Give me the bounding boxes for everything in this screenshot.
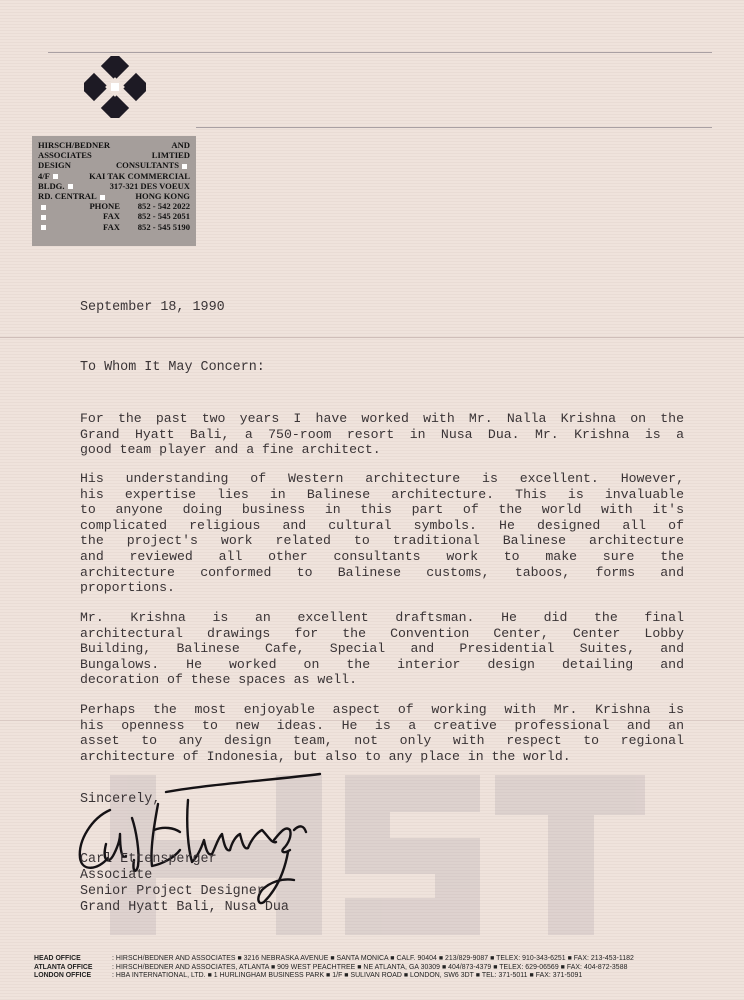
contact-value: 852 - 542 2022 — [137, 201, 190, 212]
paragraph-line: His understanding of Western architecture is excellent. However, — [80, 471, 684, 486]
signer-title: Associate — [80, 868, 153, 883]
card-contact-line — [38, 222, 190, 232]
address-card — [32, 136, 196, 246]
office-footer — [34, 955, 716, 981]
card-line — [38, 171, 190, 181]
card-contact-line — [38, 211, 190, 221]
card-text: KAI TAK COMMERCIAL — [89, 170, 190, 181]
card-text: RD. CENTRAL — [38, 191, 97, 202]
company-logo-icon — [84, 56, 146, 118]
closing: Sincerely, — [80, 792, 161, 807]
card-text: HIRSCH/BEDNER — [38, 140, 111, 150]
paragraph-1 — [80, 411, 684, 458]
paragraph-line: decoration of these spaces as well. — [80, 672, 357, 688]
paragraph-line: architecture conformed to Balinese customs, taboos, forms and — [80, 564, 684, 580]
contact-label: PHONE — [89, 201, 120, 212]
paragraph-line: asset to any design team, not only with respect to regional — [80, 733, 684, 749]
bullet-square-icon — [53, 174, 58, 179]
card-text: 317-321 DES VOEUX — [109, 180, 190, 191]
header-rule — [196, 127, 712, 128]
bullet-square-icon — [41, 205, 46, 210]
office-address: : HIRSCH/BEDNER AND ASSOCIATES ■ 3216 NEBRASKA AVENUE ■ SANTA MONICA ■ CALF. 90404 ■ 213/829-9087 ■ TELEX: 910-343-6251 ■ FAX: 213-453-1182 — [112, 955, 634, 962]
letter-date: September 18, 1990 — [80, 300, 225, 315]
bullet-square-icon — [182, 164, 187, 169]
card-line — [38, 160, 190, 170]
paragraph-line: Perhaps the most enjoyable aspect of working with Mr. Krishna is — [80, 702, 684, 717]
paragraph-2 — [80, 471, 684, 596]
signer-position: Senior Project Designer — [80, 884, 265, 899]
signer-name: Carl Ettensperger — [80, 852, 217, 867]
paragraph-4 — [80, 702, 684, 764]
office-address: : HBA INTERNATIONAL, LTD. ■ 1 HURLINGHAM BUSINESS PARK ■ 1/F ■ SULIVAN ROAD ■ LONDON, SW6 3DT ■ TEL: 371-5011 ■ FAX: 371-5091 — [112, 972, 583, 980]
card-text: CONSULTANTS — [115, 160, 179, 171]
contact-value: 852 - 545 2051 — [137, 211, 190, 222]
bullet-square-icon — [41, 215, 46, 220]
paragraph-line: Grand Hyatt Bali, a 750-room resort in Nusa Dua. Mr. Krishna is a — [80, 426, 684, 442]
footer-row — [34, 972, 716, 981]
bullet-square-icon — [100, 195, 105, 200]
card-text: LIMTIED — [151, 150, 190, 161]
paragraph-line: and reviewed all other consultants work to make sure the — [80, 548, 684, 564]
paragraph-3 — [80, 610, 684, 688]
salutation: To Whom It May Concern: — [80, 360, 265, 375]
contact-value: 852 - 545 5190 — [137, 221, 190, 232]
paragraph-line: good team player and a fine architect. — [80, 442, 381, 458]
office-label: LONDON OFFICE — [34, 972, 92, 980]
paragraph-line: his expertise lies in Balinese architecture. This is invaluable — [80, 486, 684, 502]
paragraph-line: architectural drawings for the Convention Center, Center Lobby — [80, 625, 684, 641]
card-text: DESIGN — [38, 160, 71, 171]
card-line — [38, 181, 190, 191]
paragraph-line: architecture of Indonesia, but also to any place in the world. — [80, 748, 571, 764]
paper-fold-line — [0, 337, 744, 338]
card-text: AND — [171, 140, 190, 150]
card-text: ASSOCIATES — [38, 150, 92, 161]
card-contact-line — [38, 201, 190, 211]
footer-row — [34, 955, 716, 964]
paragraph-line: the project's work related to traditional Balinese architecture — [80, 533, 684, 549]
paragraph-line: complicated religious and cultural symbols. He designed all of — [80, 517, 684, 533]
card-text: HONG KONG — [135, 191, 190, 202]
paragraph-line: his openness to new ideas. He is a creative professional and an — [80, 717, 684, 733]
paragraph-line: Bungalows. He worked on the interior design detailing and — [80, 656, 684, 672]
card-line — [38, 150, 190, 160]
card-text: BLDG. — [38, 180, 65, 191]
paragraph-line: to anyone doing business in this part of the world with it's — [80, 502, 684, 518]
bullet-square-icon — [41, 225, 46, 230]
card-line — [38, 191, 190, 201]
paragraph-line: proportions. — [80, 580, 175, 596]
contact-label: FAX — [102, 221, 120, 232]
paragraph-line: Building, Balinese Cafe, Special and Presidential Suites, and — [80, 641, 684, 657]
footer-row — [34, 964, 716, 973]
office-label: HEAD OFFICE — [34, 955, 81, 962]
office-label: ATLANTA OFFICE — [34, 963, 93, 971]
signer-project: Grand Hyatt Bali, Nusa Dua — [80, 900, 289, 915]
top-rule — [48, 52, 712, 53]
paragraph-line: Mr. Krishna is an excellent draftsman. He did the final — [80, 610, 684, 625]
card-text: 4/F — [38, 170, 50, 181]
bullet-square-icon — [68, 184, 73, 189]
office-address: : HIRSCH/BEDNER AND ASSOCIATES, ATLANTA ■ 909 WEST PEACHTREE ■ NE ATLANTA, GA 30309 ■ 404/873-4379 ■ TELEX: 629-06569 ■ FAX: 404-872-3588 — [112, 963, 628, 971]
contact-label: FAX — [102, 211, 120, 222]
paragraph-line: For the past two years I have worked with Mr. Nalla Krishna on the — [80, 411, 684, 426]
card-line — [38, 140, 190, 150]
